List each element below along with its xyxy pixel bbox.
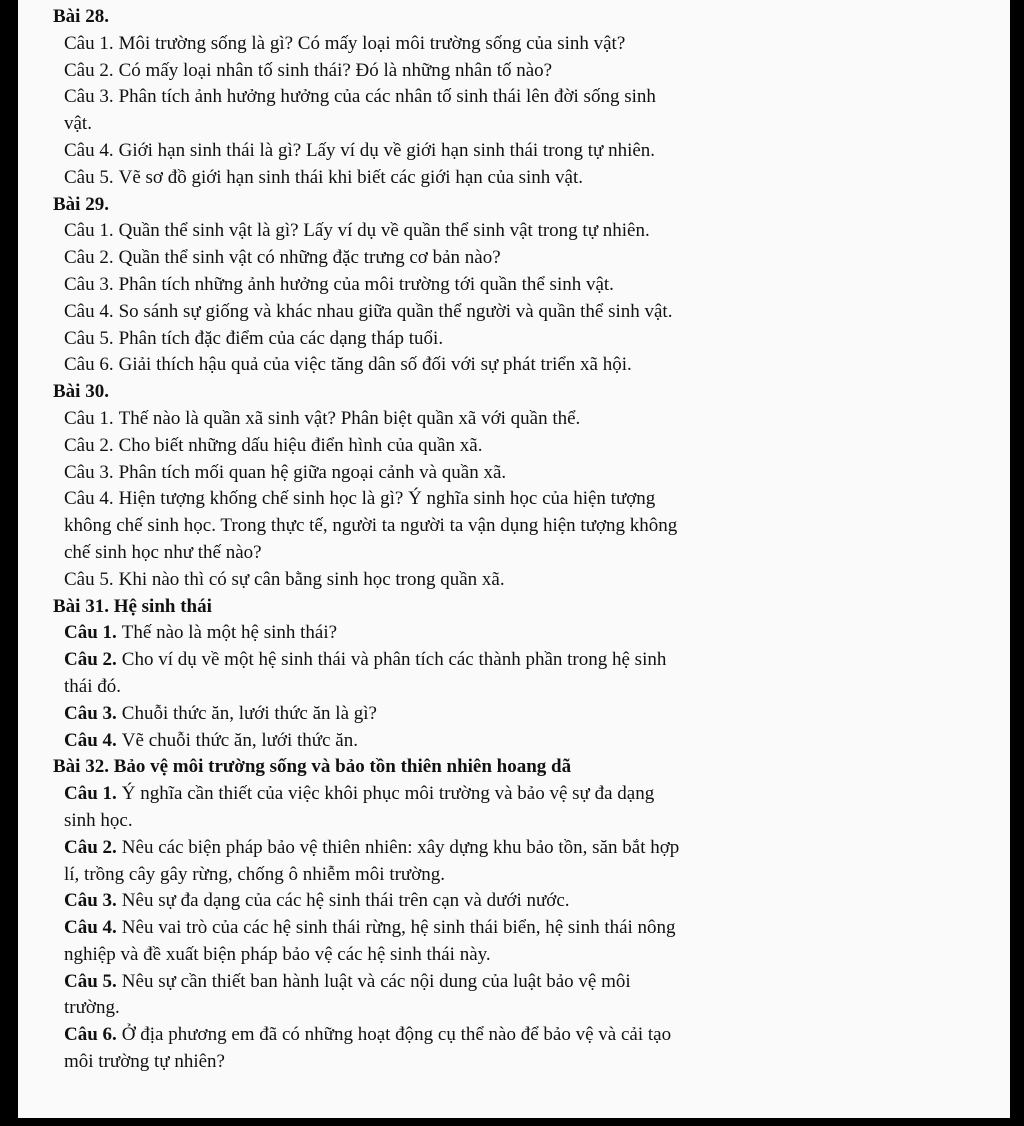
question-text: Khi nào thì có sự cân bằng sinh học trong quần xã. bbox=[118, 568, 505, 590]
question-line bbox=[53, 647, 920, 674]
question-line bbox=[53, 138, 920, 165]
question-text: Phân tích mối quan hệ giữa ngoại cảnh và quần xã. bbox=[118, 461, 507, 483]
question-text: Cho biết những dấu hiệu điển hình của quần xã. bbox=[118, 434, 483, 456]
lesson-title: Bài 30. bbox=[53, 381, 109, 403]
question-continuation bbox=[53, 1049, 920, 1076]
question-line bbox=[53, 567, 920, 594]
question-continuation bbox=[53, 513, 920, 540]
question-text: Nêu sự đa dạng của các hệ sinh thái trên cạn và dưới nước. bbox=[121, 890, 570, 912]
question-label: Câu 5. bbox=[64, 166, 114, 188]
question-continuation bbox=[53, 674, 920, 701]
question-label: Câu 5. bbox=[64, 327, 114, 349]
lesson-title: Bài 32. Bảo vệ môi trường sống và bảo tồn thiên nhiên hoang dã bbox=[53, 756, 572, 778]
lesson-title: Bài 28. bbox=[53, 6, 109, 27]
question-label: Câu 6. bbox=[64, 1024, 117, 1046]
question-text: Thế nào là quần xã sinh vật? Phân biệt quần xã với quần thể. bbox=[118, 407, 581, 429]
question-line bbox=[53, 915, 920, 942]
question-label: Câu 3. bbox=[64, 273, 114, 295]
question-line bbox=[53, 835, 920, 862]
question-text: vật. bbox=[64, 113, 92, 135]
question-label: Câu 1. bbox=[64, 407, 114, 429]
question-label: Câu 4. bbox=[64, 488, 114, 510]
question-line bbox=[53, 620, 920, 647]
question-continuation bbox=[53, 111, 920, 138]
question-line bbox=[53, 728, 920, 755]
question-text: Có mấy loại nhân tố sinh thái? Đó là những nhân tố nào? bbox=[118, 59, 553, 81]
document-page bbox=[18, 0, 1010, 1118]
question-line bbox=[53, 781, 920, 808]
question-label: Câu 4. bbox=[64, 917, 117, 939]
question-label: Câu 1. bbox=[64, 783, 117, 805]
question-line bbox=[53, 406, 920, 433]
question-text: môi trường tự nhiên? bbox=[64, 1051, 225, 1073]
question-text: Phân tích những ảnh hưởng của môi trường tới quần thể sinh vật. bbox=[118, 273, 614, 295]
question-text: trường. bbox=[64, 997, 120, 1019]
question-line bbox=[53, 84, 920, 111]
question-line bbox=[53, 888, 920, 915]
question-label: Câu 1. bbox=[64, 32, 114, 54]
question-line bbox=[53, 1022, 920, 1049]
question-line bbox=[53, 165, 920, 192]
question-text: So sánh sự giống và khác nhau giữa quần thể người và quần thể sinh vật. bbox=[118, 300, 673, 322]
question-text: Cho ví dụ về một hệ sinh thái và phân tích các thành phần trong hệ sinh bbox=[121, 649, 667, 671]
question-text: Vẽ chuỗi thức ăn, lưới thức ăn. bbox=[121, 729, 358, 751]
question-label: Câu 5. bbox=[64, 568, 114, 590]
question-text: Giới hạn sinh thái là gì? Lấy ví dụ về giới hạn sinh thái trong tự nhiên. bbox=[118, 139, 656, 161]
question-text: nghiệp và đề xuất biện pháp bảo vệ các hệ sinh thái này. bbox=[64, 943, 491, 965]
question-label: Câu 2. bbox=[64, 649, 117, 671]
question-line bbox=[53, 433, 920, 460]
question-label: Câu 3. bbox=[64, 890, 117, 912]
question-label: Câu 4. bbox=[64, 139, 114, 161]
question-label: Câu 1. bbox=[64, 220, 114, 242]
question-text: Quần thể sinh vật có những đặc trưng cơ bản nào? bbox=[118, 247, 501, 269]
question-label: Câu 2. bbox=[64, 247, 114, 269]
question-continuation bbox=[53, 808, 920, 835]
question-line bbox=[53, 245, 920, 272]
question-text: Ở địa phương em đã có những hoạt động cụ thể nào để bảo vệ và cải tạo bbox=[121, 1024, 672, 1046]
question-continuation bbox=[53, 942, 920, 969]
question-text: Giải thích hậu quả của việc tăng dân số đối với sự phát triển xã hội. bbox=[118, 354, 632, 376]
question-text: Quần thể sinh vật là gì? Lấy ví dụ về quần thể sinh vật trong tự nhiên. bbox=[118, 220, 650, 242]
question-text: Nêu sự cần thiết ban hành luật và các nội dung của luật bảo vệ môi bbox=[121, 970, 631, 992]
question-label: Câu 2. bbox=[64, 59, 114, 81]
question-label: Câu 3. bbox=[64, 702, 117, 724]
question-line bbox=[53, 701, 920, 728]
question-line bbox=[53, 299, 920, 326]
question-text: Chuỗi thức ăn, lưới thức ăn là gì? bbox=[121, 702, 377, 724]
question-text: Nêu các biện pháp bảo vệ thiên nhiên: xây dựng khu bảo tồn, săn bắt hợp bbox=[121, 836, 680, 858]
question-label: Câu 3. bbox=[64, 461, 114, 483]
question-text: sinh học. bbox=[64, 809, 133, 831]
question-text: Phân tích đặc điểm của các dạng tháp tuổi. bbox=[118, 327, 444, 349]
question-text: Ý nghĩa cần thiết của việc khôi phục môi trường và bảo vệ sự đa dạng bbox=[121, 783, 655, 805]
lesson-title: Bài 29. bbox=[53, 193, 109, 215]
question-text: lí, trồng cây gây rừng, chống ô nhiễm môi trường. bbox=[64, 863, 446, 885]
question-label: Câu 4. bbox=[64, 300, 114, 322]
question-line bbox=[53, 58, 920, 85]
question-label: Câu 2. bbox=[64, 836, 117, 858]
question-continuation bbox=[53, 995, 920, 1022]
question-label: Câu 5. bbox=[64, 970, 117, 992]
question-line bbox=[53, 486, 920, 513]
lesson-title: Bài 31. Hệ sinh thái bbox=[53, 595, 212, 617]
question-text: không chế sinh học. Trong thực tế, người ta người ta vận dụng hiện tượng không bbox=[64, 515, 678, 537]
question-text: chế sinh học như thế nào? bbox=[64, 541, 262, 563]
question-line bbox=[53, 969, 920, 996]
question-text: Nêu vai trò của các hệ sinh thái rừng, hệ sinh thái biển, hệ sinh thái nông bbox=[121, 917, 676, 939]
question-text: Hiện tượng khống chế sinh học là gì? Ý nghĩa sinh học của hiện tượng bbox=[118, 488, 656, 510]
question-text: Vẽ sơ đồ giới hạn sinh thái khi biết các giới hạn của sinh vật. bbox=[118, 166, 584, 188]
question-label: Câu 1. bbox=[64, 622, 117, 644]
question-text: Phân tích ảnh hưởng hưởng của các nhân tố sinh thái lên đời sống sinh bbox=[118, 86, 656, 108]
question-line bbox=[53, 218, 920, 245]
question-label: Câu 6. bbox=[64, 354, 114, 376]
question-line bbox=[53, 326, 920, 353]
question-line bbox=[53, 460, 920, 487]
question-text: Môi trường sống là gì? Có mấy loại môi trường sống của sinh vật? bbox=[118, 32, 626, 54]
question-label: Câu 3. bbox=[64, 86, 114, 108]
question-text: Thế nào là một hệ sinh thái? bbox=[121, 622, 338, 644]
question-continuation bbox=[53, 862, 920, 889]
question-line bbox=[53, 352, 920, 379]
question-text: thái đó. bbox=[64, 675, 121, 697]
question-continuation bbox=[53, 540, 920, 567]
question-line bbox=[53, 31, 920, 58]
question-line bbox=[53, 272, 920, 299]
question-label: Câu 2. bbox=[64, 434, 114, 456]
question-label: Câu 4. bbox=[64, 729, 117, 751]
